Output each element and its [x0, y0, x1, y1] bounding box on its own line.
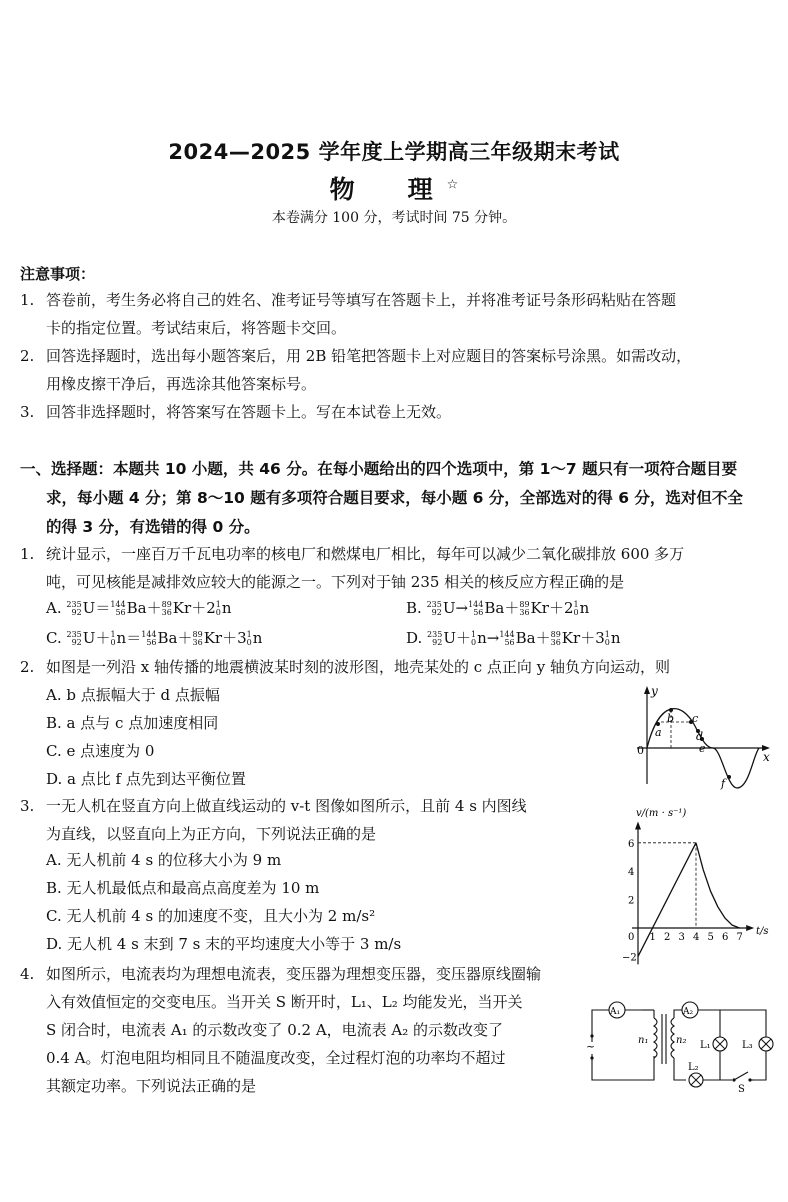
symbol: Ba	[515, 629, 536, 647]
atomic-number: 0	[215, 608, 221, 617]
q2-option-a[interactable]: A. b 点振幅大于 d 点振幅	[46, 686, 220, 704]
mass-number: 235	[426, 600, 442, 609]
symbol: n	[252, 629, 263, 647]
symbol: Kr	[172, 599, 192, 617]
symbol: Kr	[203, 629, 223, 647]
exam-title: 2024—2025 学年度上学期高三年级期末考试	[168, 140, 620, 164]
coefficient: 3	[237, 629, 247, 647]
switch-s-label: S	[738, 1084, 745, 1092]
option-label: C.	[46, 629, 62, 647]
mass-number: 1	[573, 600, 579, 609]
x-tick-label: 5	[707, 932, 714, 943]
nuclide-index	[605, 631, 610, 647]
atomic-number: 92	[432, 638, 443, 647]
question-text: 一无人机在竖直方向上做直线运动的 v-t 图像如图所示，且前 4 s 内图线	[46, 797, 527, 815]
point-f	[727, 775, 731, 779]
vt-chart	[610, 798, 780, 968]
mass-number: 1	[110, 630, 116, 639]
question-text-cont: S 闭合时，电流表 A₁ 的示数改变了 0.2 A，电流表 A₂ 的示数改变了	[46, 1021, 504, 1039]
section-heading	[20, 455, 775, 542]
section-line: 求，每小题 4 分；第 8～10 题有多项符合题目要求，每小题 6 分，全部选对的得 6 分，选对但不全	[46, 489, 743, 507]
atomic-number: 36	[519, 608, 530, 617]
symbol: Kr	[561, 629, 581, 647]
nuclide-index	[574, 601, 579, 617]
atomic-number: 0	[110, 638, 116, 647]
option-label: A.	[46, 599, 62, 617]
x-tick-label: 6	[722, 932, 729, 943]
secondary-coil	[671, 1018, 674, 1058]
operator: ＋	[95, 629, 111, 647]
option-label: B.	[406, 599, 422, 617]
operator: ＋	[580, 629, 596, 647]
symbol: U	[82, 629, 96, 647]
mass-number: 1	[215, 600, 221, 609]
ammeter-a2-label: A₂	[683, 1007, 694, 1017]
mass-number: 89	[192, 630, 203, 639]
nuclide-index	[499, 631, 514, 647]
n1-label: n₁	[638, 1035, 649, 1046]
ammeter-a1-label: A₁	[610, 1007, 621, 1017]
y-arrow-icon	[644, 686, 650, 694]
operator: ＝	[95, 599, 111, 617]
symbol: n	[610, 629, 621, 647]
operator: ＋	[146, 599, 162, 617]
question-3	[20, 792, 640, 848]
nuclide-index	[427, 601, 442, 617]
chart-xlabel: t/s	[756, 926, 769, 937]
mass-number: 1	[471, 630, 477, 639]
question-text-cont: 其额定功率。下列说法正确的是	[46, 1077, 257, 1095]
secondary-wire	[674, 1058, 686, 1080]
symbol: n	[477, 629, 487, 647]
atomic-number: 36	[161, 608, 172, 617]
symbol: U	[82, 599, 96, 617]
atomic-number: 92	[431, 608, 442, 617]
question-text-cont: 为直线，以竖直向上为正方向，下列说法正确的是	[46, 825, 377, 843]
n2-label: n₂	[676, 1035, 687, 1046]
mass-number: 144	[141, 630, 157, 639]
notice-item-2	[20, 342, 775, 398]
mass-number: 144	[468, 600, 484, 609]
question-num: 3.	[20, 797, 35, 815]
q2-option-c[interactable]: C. e 点速度为 0	[46, 742, 155, 760]
nuclide-index	[216, 601, 221, 617]
nuclide-index	[471, 631, 476, 647]
series-line-2	[696, 843, 740, 928]
origin-label: 0	[637, 744, 644, 757]
atomic-number: 56	[146, 638, 157, 647]
atomic-number: 36	[192, 638, 203, 647]
operator: ＋	[455, 629, 471, 647]
atomic-number: 56	[115, 608, 126, 617]
operator: ＋	[222, 629, 238, 647]
lamp-l3-label: L₃	[742, 1040, 753, 1051]
mass-number: 1	[246, 630, 252, 639]
q2-option-d[interactable]: D. a 点比 f 点先到达平衡位置	[46, 770, 246, 788]
nuclide-index	[67, 631, 82, 647]
mass-number: 235	[427, 630, 443, 639]
notice-num: 2.	[20, 347, 35, 365]
symbol: Kr	[530, 599, 549, 617]
notice-text-cont: 卡的指定位置。考试结束后，将答题卡交回。	[46, 319, 347, 337]
x-tick-label: 1	[649, 932, 656, 943]
nuclide-index	[141, 631, 156, 647]
symbol: n	[116, 629, 127, 647]
question-text: 如图所示，电流表均为理想电流表，变压器为理想变压器，变压器原线圈输	[46, 965, 542, 983]
primary-wire	[592, 1054, 654, 1080]
section-line: 的得 3 分，有选错的得 0 分。	[46, 518, 260, 536]
nuclide-index	[519, 601, 529, 617]
mass-number: 1	[604, 630, 610, 639]
y-tick-label: 6	[628, 838, 635, 850]
symbol: Ba	[157, 629, 178, 647]
label-d: d	[696, 730, 704, 743]
section-line: 一、选择题：本题共 10 小题，共 46 分。在每小题给出的四个选项中，第 1～7 题只有一项符合题目要	[20, 460, 738, 478]
q2-option-b[interactable]: B. a 点与 c 点加速度相同	[46, 714, 219, 732]
question-text-cont: 0.4 A。灯泡电阻均相同且不随温度改变，全过程灯泡的功率均不超过	[46, 1049, 506, 1067]
mass-number: 89	[519, 600, 530, 609]
x-tick-label: 7	[736, 932, 743, 943]
question-text-cont: 入有效值恒定的交变电压。当开关 S 断开时，L₁、L₂ 均能发光，当开关	[46, 993, 523, 1011]
notice-num: 3.	[20, 403, 35, 421]
nuclide-index	[551, 631, 561, 647]
y-arrow-icon	[635, 821, 641, 829]
atomic-number: 0	[246, 638, 252, 647]
notice-item-1	[20, 286, 775, 342]
terminal	[590, 1034, 593, 1037]
q1-option-b[interactable]	[406, 595, 589, 621]
symbol: n	[221, 599, 232, 617]
primary-coil	[654, 1018, 657, 1058]
y-axis-label: y	[651, 684, 658, 698]
operator: ＋	[504, 599, 520, 617]
symbol: U	[443, 629, 456, 647]
q1-option-c[interactable]	[46, 625, 262, 651]
switch-s-icon	[734, 1072, 748, 1080]
atomic-number: 0	[604, 638, 610, 647]
mass-number: 89	[550, 630, 561, 639]
coefficient: 3	[595, 629, 605, 647]
y-tick-label: 4	[628, 867, 635, 879]
terminal	[590, 1056, 593, 1059]
x-arrow-icon	[746, 925, 754, 931]
q3-option-c[interactable]: C. 无人机前 4 s 的加速度不变，且大小为 2 m/s²	[46, 907, 376, 925]
q3-option-d[interactable]: D. 无人机 4 s 末到 7 s 末的平均速度大小等于 3 m/s	[46, 935, 402, 953]
lamp-l1-label: L₁	[700, 1040, 711, 1051]
question-text: 统计显示，一座百万千瓦电功率的核电厂和燃煤电厂相比，每年可以减少二氧化碳排放 600 多万	[46, 545, 685, 563]
x-tick-label: 4	[693, 932, 700, 943]
nuclide-index	[427, 631, 442, 647]
atomic-number: 92	[71, 638, 82, 647]
q3-option-b[interactable]: B. 无人机最低点和最高点高度差为 10 m	[46, 879, 320, 897]
question-num: 1.	[20, 545, 35, 563]
notice-heading: 注意事项：	[20, 265, 96, 283]
notice-text: 回答非选择题时，将答案写在答题卡上。写在本试卷上无效。	[46, 403, 452, 421]
question-4	[20, 960, 590, 1100]
x-tick-label: 0	[628, 932, 635, 943]
coefficient: 2	[563, 599, 574, 617]
symbol: U	[442, 599, 456, 617]
operator: ＝	[126, 629, 142, 647]
nuclide-index	[162, 601, 172, 617]
operator: →	[486, 629, 500, 647]
q3-option-a[interactable]: A. 无人机前 4 s 的位移大小为 9 m	[46, 851, 282, 869]
lamp-l2-label: L₂	[688, 1062, 699, 1073]
operator: ＋	[191, 599, 207, 617]
wave-figure	[625, 684, 775, 794]
nuclide-index	[193, 631, 203, 647]
operator: ＋	[548, 599, 564, 617]
mass-number: 235	[66, 600, 82, 609]
notice-num: 1.	[20, 291, 35, 309]
notice-item-3	[20, 398, 775, 426]
symbol: Ba	[484, 599, 505, 617]
nuclide-index	[66, 601, 81, 617]
subject-name: 物 理	[329, 175, 447, 204]
mass-number: 89	[161, 600, 172, 609]
notice-text: 回答选择题时，选出每小题答案后，用 2B 铅笔把答题卡上对应题目的答案标号涂黑。如需改动，	[46, 347, 692, 365]
subject-title	[0, 170, 788, 206]
x-tick-label: 3	[678, 932, 685, 943]
mass-number: 144	[110, 600, 126, 609]
x-axis-label: x	[763, 750, 770, 764]
notice-text-cont: 用橡皮擦干净后，再选涂其他答案标号。	[46, 375, 317, 393]
nuclide-index	[110, 601, 125, 617]
atomic-number: 0	[573, 608, 579, 617]
symbol: n	[579, 599, 590, 617]
label-f: f	[721, 777, 726, 790]
question-num: 4.	[20, 965, 35, 983]
circuit-figure	[582, 996, 778, 1092]
atomic-number: 36	[550, 638, 561, 647]
score-line: 本卷满分 100 分，考试时间 75 分钟。	[271, 210, 517, 226]
label-a: a	[655, 726, 662, 739]
option-label: D.	[406, 629, 423, 647]
mass-number: 144	[499, 630, 515, 639]
label-c: c	[692, 712, 699, 725]
nuclide-index	[110, 631, 115, 647]
nuclide-index	[247, 631, 252, 647]
operator: ＋	[177, 629, 193, 647]
operator: ＋	[535, 629, 551, 647]
atomic-number: 56	[504, 638, 515, 647]
nuclide-index	[468, 601, 483, 617]
label-b: b	[667, 712, 675, 725]
q1-option-a[interactable]	[46, 595, 232, 621]
atomic-number: 56	[473, 608, 484, 617]
question-text: 如图是一列沿 x 轴传播的地震横波某时刻的波形图，地壳某处的 c 点正向 y 轴负方向运动，则	[46, 658, 670, 676]
x-tick-label: 2	[664, 932, 671, 943]
question-text-cont: 吨，可见核能是减排效应较大的能源之一。下列对于铀 235 相关的核反应方程正确的是	[46, 573, 625, 591]
notice-text: 答卷前，考生务必将自己的姓名、准考证号等填写在答题卡上，并将准考证号条形码粘贴在答题	[46, 291, 677, 309]
question-1	[20, 540, 775, 596]
question-num: 2.	[20, 658, 35, 676]
q1-option-d[interactable]	[406, 625, 621, 651]
atomic-number: 92	[71, 608, 82, 617]
ac-source-label: ~	[586, 1040, 596, 1053]
y-tick-label: −2	[622, 952, 637, 964]
symbol: Ba	[126, 599, 147, 617]
question-2	[20, 653, 780, 681]
operator: →	[455, 599, 469, 617]
chart-ylabel: v/(m · s⁻¹)	[636, 808, 687, 819]
coefficient: 2	[206, 599, 216, 617]
subject-mark: ☆	[446, 177, 459, 193]
mass-number: 235	[66, 630, 82, 639]
atomic-number: 0	[471, 638, 477, 647]
label-e: e	[699, 742, 706, 755]
y-tick-label: 2	[628, 895, 635, 907]
